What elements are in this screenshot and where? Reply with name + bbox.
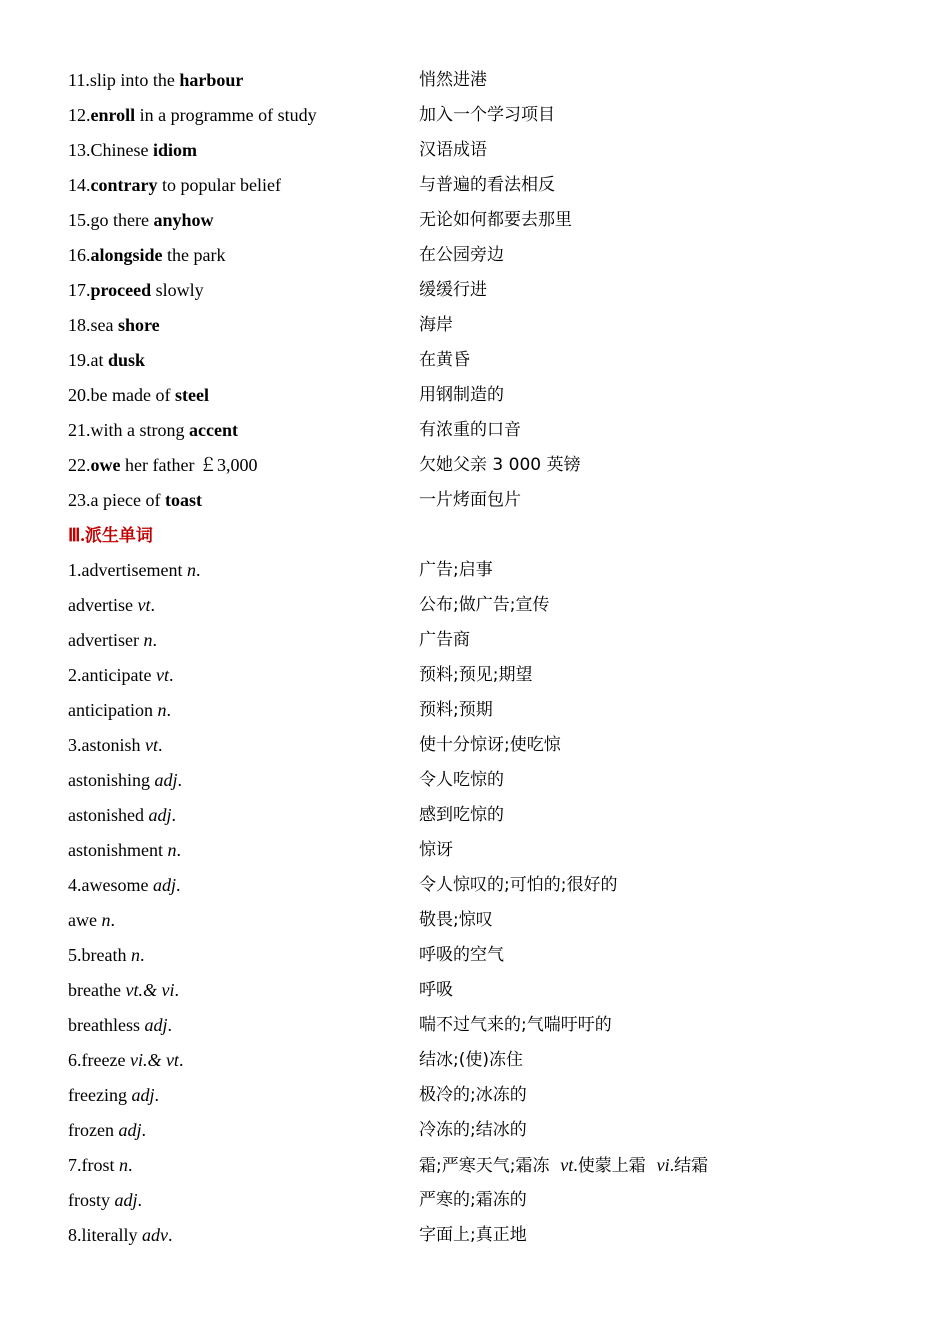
phrase-keyword: idiom bbox=[153, 140, 198, 160]
derived-chinese bbox=[419, 623, 470, 658]
derived-english: 8.literally adv. bbox=[68, 1225, 173, 1245]
phrase-text: with a strong bbox=[90, 420, 189, 440]
derived-meaning: 敬畏;惊叹 bbox=[419, 910, 493, 930]
part-of-speech: n bbox=[130, 945, 140, 965]
derived-chinese bbox=[419, 973, 453, 1008]
phrase-keyword: owe bbox=[90, 455, 121, 475]
phrase-english bbox=[68, 133, 197, 168]
part-of-speech: n bbox=[143, 630, 153, 650]
derived-meaning: 极冷的;冰冻的 bbox=[419, 1085, 527, 1105]
part-of-speech: n bbox=[101, 910, 111, 930]
phrase-english bbox=[68, 308, 160, 343]
derived-chinese bbox=[419, 1043, 523, 1078]
section-numeral: Ⅲ. bbox=[68, 525, 85, 545]
derived-row bbox=[68, 588, 888, 623]
section-heading bbox=[68, 518, 153, 554]
phrase-english bbox=[68, 378, 209, 413]
derived-chinese bbox=[419, 1218, 527, 1253]
derived-meaning: 使蒙上霜 bbox=[577, 1156, 646, 1176]
derived-meaning: 惊讶 bbox=[419, 840, 453, 860]
derived-row bbox=[68, 868, 888, 903]
derived-chinese bbox=[419, 1113, 527, 1148]
derived-english: 2.anticipate vt. bbox=[68, 665, 174, 685]
part-of-speech: vi bbox=[656, 1155, 670, 1175]
derived-meaning: 字面上;真正地 bbox=[419, 1225, 527, 1245]
derived-row bbox=[68, 1113, 888, 1148]
derived-meaning: 广告商 bbox=[419, 630, 470, 650]
derived-chinese bbox=[419, 798, 504, 833]
derived-chinese bbox=[419, 728, 561, 763]
phrase-number: 13. bbox=[68, 140, 91, 160]
phrase-english bbox=[68, 238, 226, 273]
phrase-row bbox=[68, 413, 888, 448]
part-of-speech: adv bbox=[141, 1225, 168, 1245]
derived-meaning: 喘不过气来的;气喘吁吁的 bbox=[419, 1015, 612, 1035]
phrase-english bbox=[68, 63, 243, 98]
phrase-english bbox=[68, 168, 281, 203]
derived-word: 5.breath bbox=[68, 945, 131, 965]
phrase-chinese: 欠她父亲 3 000 英镑 bbox=[419, 455, 581, 475]
derived-english: frozen adj. bbox=[68, 1120, 146, 1140]
part-of-speech: adj bbox=[148, 805, 172, 825]
derived-word: advertise bbox=[68, 595, 138, 615]
phrase-row bbox=[68, 378, 888, 413]
part-of-speech: adj bbox=[152, 875, 176, 895]
phrase-keyword: accent bbox=[189, 420, 238, 440]
derived-english: 6.freeze vi.& vt. bbox=[68, 1050, 184, 1070]
phrase-english bbox=[68, 483, 202, 518]
phrase-row bbox=[68, 168, 888, 203]
phrase-text: her father ￡3,000 bbox=[120, 455, 258, 475]
derived-english: breathe vt.& vi. bbox=[68, 980, 179, 1000]
phrase-text: go there bbox=[90, 210, 154, 230]
derived-chinese bbox=[419, 588, 549, 623]
derived-word: astonishing bbox=[68, 770, 155, 790]
phrase-number: 23. bbox=[68, 490, 91, 510]
derived-english: astonished adj. bbox=[68, 805, 177, 825]
phrase-text: Chinese bbox=[90, 140, 153, 160]
part-of-speech: vt.& vi bbox=[125, 980, 175, 1000]
phrase-number: 16. bbox=[68, 245, 91, 265]
phrase-number: 19. bbox=[68, 350, 91, 370]
derived-chinese bbox=[419, 1183, 527, 1218]
part-of-speech: vt bbox=[137, 595, 151, 615]
phrase-number: 12. bbox=[68, 105, 91, 125]
phrase-english bbox=[68, 343, 145, 378]
derived-word: anticipation bbox=[68, 700, 158, 720]
derived-meaning: 呼吸 bbox=[419, 980, 453, 1000]
part-of-speech: n bbox=[167, 840, 177, 860]
phrase-chinese: 缓缓行进 bbox=[419, 280, 487, 300]
derived-word: breathe bbox=[68, 980, 126, 1000]
derived-chinese bbox=[419, 693, 493, 728]
phrase-keyword: harbour bbox=[179, 70, 244, 90]
phrase-number: 22. bbox=[68, 455, 91, 475]
derived-word: frozen bbox=[68, 1120, 119, 1140]
part-of-speech: adj bbox=[154, 770, 178, 790]
derived-chinese bbox=[419, 763, 504, 798]
phrase-row bbox=[68, 343, 888, 378]
derived-chinese bbox=[419, 1008, 612, 1043]
derived-word: 8.literally bbox=[68, 1225, 142, 1245]
derived-english: 1.advertisement n. bbox=[68, 560, 201, 580]
phrase-chinese: 与普遍的看法相反 bbox=[419, 175, 555, 195]
phrase-chinese: 悄然进港 bbox=[419, 70, 487, 90]
phrase-row bbox=[68, 308, 888, 343]
phrase-text: at bbox=[90, 350, 108, 370]
phrase-keyword: alongside bbox=[90, 245, 163, 265]
part-of-speech: adj bbox=[144, 1015, 168, 1035]
phrase-keyword: proceed bbox=[90, 280, 152, 300]
derived-word: awe bbox=[68, 910, 102, 930]
derived-chinese bbox=[419, 553, 493, 588]
section-title: 派生单词 bbox=[84, 526, 153, 546]
derived-word: advertiser bbox=[68, 630, 144, 650]
derived-meaning: 结冰;(使)冻住 bbox=[419, 1050, 523, 1070]
derived-english: freezing adj. bbox=[68, 1085, 159, 1105]
derived-word: 3.astonish bbox=[68, 735, 146, 755]
phrase-text: be made of bbox=[90, 385, 175, 405]
derived-english: awe n. bbox=[68, 910, 115, 930]
derived-meaning: 感到吃惊的 bbox=[419, 805, 504, 825]
derived-chinese: 霜;严寒天气;霜冻 vt.使蒙上霜 vi.结霜 bbox=[419, 1155, 709, 1176]
phrase-number: 11. bbox=[68, 70, 90, 90]
derived-english: advertiser n. bbox=[68, 630, 157, 650]
phrase-keyword: anyhow bbox=[153, 210, 214, 230]
phrase-number: 20. bbox=[68, 385, 91, 405]
phrase-row bbox=[68, 133, 888, 168]
derived-meaning: 使十分惊讶;使吃惊 bbox=[419, 735, 561, 755]
derived-word: freezing bbox=[68, 1085, 132, 1105]
derived-meaning: 令人惊叹的;可怕的;很好的 bbox=[419, 875, 618, 895]
phrase-english bbox=[68, 448, 257, 483]
derived-chinese bbox=[419, 833, 453, 868]
phrase-keyword: steel bbox=[174, 385, 209, 405]
derived-meaning: 令人吃惊的 bbox=[419, 770, 504, 790]
derived-meaning: 霜;严寒天气;霜冻 bbox=[419, 1156, 550, 1176]
derived-row bbox=[68, 833, 888, 868]
derived-word: 7.frost bbox=[68, 1155, 119, 1175]
phrase-english bbox=[68, 98, 317, 133]
phrase-text: slowly bbox=[151, 280, 204, 300]
derived-row bbox=[68, 623, 888, 658]
derived-english: astonishing adj. bbox=[68, 770, 183, 790]
derived-word: 2.anticipate bbox=[68, 665, 156, 685]
derived-english: 4.awesome adj. bbox=[68, 875, 181, 895]
phrase-keyword: contrary bbox=[90, 175, 158, 195]
derived-english: 3.astonish vt. bbox=[68, 735, 163, 755]
derived-word: astonished bbox=[68, 805, 149, 825]
derived-meaning: 结霜 bbox=[674, 1156, 709, 1176]
phrase-keyword: dusk bbox=[108, 350, 146, 370]
phrase-row bbox=[68, 203, 888, 238]
part-of-speech: adj bbox=[114, 1190, 138, 1210]
derived-word: 6.freeze bbox=[68, 1050, 130, 1070]
part-of-speech: n bbox=[119, 1155, 128, 1175]
derived-meaning: 预料;预见;期望 bbox=[419, 665, 533, 685]
derived-meaning: 严寒的;霜冻的 bbox=[419, 1190, 527, 1210]
phrase-keyword: shore bbox=[117, 315, 160, 335]
phrase-number: 18. bbox=[68, 315, 91, 335]
derived-word: 1.advertisement bbox=[68, 560, 187, 580]
derived-word: breathless bbox=[68, 1015, 145, 1035]
derived-row bbox=[68, 1078, 888, 1113]
phrase-english bbox=[68, 413, 238, 448]
phrase-chinese: 有浓重的口音 bbox=[419, 420, 521, 440]
phrase-text: slip into the bbox=[89, 70, 180, 90]
derived-chinese bbox=[419, 938, 504, 973]
phrase-row bbox=[68, 238, 888, 273]
part-of-speech: adj bbox=[131, 1085, 155, 1105]
phrase-text: the park bbox=[162, 245, 226, 265]
derived-row bbox=[68, 658, 888, 693]
part-of-speech: adj bbox=[118, 1120, 142, 1140]
derived-row bbox=[68, 693, 888, 728]
derived-row bbox=[68, 1218, 888, 1253]
derived-row bbox=[68, 938, 888, 973]
derived-meaning: 预料;预期 bbox=[419, 700, 493, 720]
phrase-chinese: 用钢制造的 bbox=[419, 385, 504, 405]
derived-row bbox=[68, 1183, 888, 1218]
phrase-keyword: toast bbox=[164, 490, 202, 510]
derived-english: breathless adj. bbox=[68, 1015, 172, 1035]
phrase-chinese: 一片烤面包片 bbox=[419, 490, 521, 510]
derived-english: astonishment n. bbox=[68, 840, 181, 860]
phrase-english bbox=[68, 273, 204, 308]
derived-row bbox=[68, 973, 888, 1008]
part-of-speech: vt bbox=[155, 665, 169, 685]
phrase-chinese: 汉语成语 bbox=[419, 140, 487, 160]
phrase-row bbox=[68, 273, 888, 308]
derived-word: frosty bbox=[68, 1190, 115, 1210]
phrase-number: 21. bbox=[68, 420, 91, 440]
part-of-speech: n bbox=[157, 700, 167, 720]
phrase-keyword: enroll bbox=[90, 105, 136, 125]
phrase-text: to popular belief bbox=[157, 175, 281, 195]
phrase-chinese: 加入一个学习项目 bbox=[419, 105, 555, 125]
derived-english: anticipation n. bbox=[68, 700, 171, 720]
phrase-row bbox=[68, 98, 888, 133]
phrase-number: 15. bbox=[68, 210, 91, 230]
derived-meaning: 广告;启事 bbox=[419, 560, 493, 580]
part-of-speech: n bbox=[186, 560, 196, 580]
derived-row bbox=[68, 553, 888, 588]
derived-english: 5.breath n. bbox=[68, 945, 145, 965]
part-of-speech: vi.& vt bbox=[129, 1050, 179, 1070]
part-of-speech: vt bbox=[560, 1155, 574, 1175]
derived-meaning: 冷冻的;结冰的 bbox=[419, 1120, 527, 1140]
phrase-english bbox=[68, 203, 214, 238]
part-of-speech: vt bbox=[145, 735, 159, 755]
phrase-chinese: 在公园旁边 bbox=[419, 245, 504, 265]
derived-meaning: 呼吸的空气 bbox=[419, 945, 504, 965]
derived-meaning: 公布;做广告;宣传 bbox=[419, 595, 550, 615]
derived-row bbox=[68, 903, 888, 938]
derived-row bbox=[68, 1148, 888, 1183]
derived-row bbox=[68, 763, 888, 798]
derived-chinese bbox=[419, 1078, 527, 1113]
phrase-number: 14. bbox=[68, 175, 91, 195]
derived-english: frosty adj. bbox=[68, 1190, 143, 1210]
phrase-chinese: 在黄昏 bbox=[419, 350, 470, 370]
phrase-row bbox=[68, 63, 888, 98]
derived-chinese bbox=[419, 658, 532, 693]
phrase-number: 17. bbox=[68, 280, 91, 300]
derived-english: 7.frost n. bbox=[68, 1155, 133, 1175]
phrase-chinese: 无论如何都要去那里 bbox=[419, 210, 572, 230]
derived-chinese bbox=[419, 903, 493, 938]
derived-english: advertise vt. bbox=[68, 595, 155, 615]
derived-row bbox=[68, 1008, 888, 1043]
derived-chinese bbox=[419, 868, 617, 903]
derived-row bbox=[68, 1043, 888, 1078]
derived-word: 4.awesome bbox=[68, 875, 153, 895]
derived-row bbox=[68, 728, 888, 763]
phrase-text: a piece of bbox=[90, 490, 165, 510]
phrase-chinese: 海岸 bbox=[419, 315, 453, 335]
phrase-row bbox=[68, 448, 888, 483]
phrase-text: sea bbox=[90, 315, 118, 335]
phrase-text: in a programme of study bbox=[135, 105, 317, 125]
phrase-row bbox=[68, 483, 888, 518]
derived-row bbox=[68, 798, 888, 833]
derived-word: astonishment bbox=[68, 840, 168, 860]
